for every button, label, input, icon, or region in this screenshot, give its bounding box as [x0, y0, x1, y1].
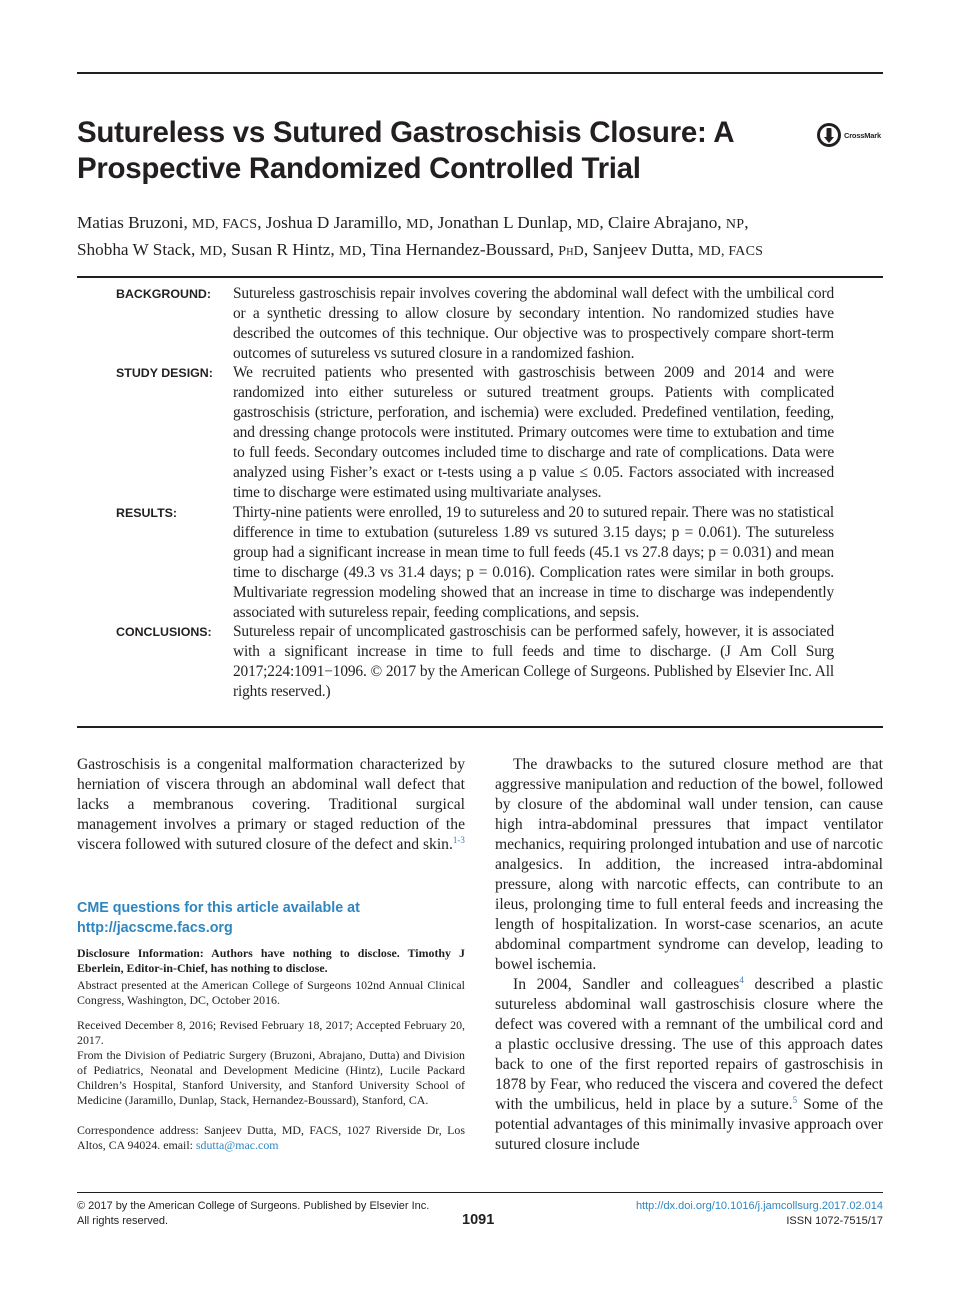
abstract-background: [116, 284, 834, 364]
paragraph-sandler: In 2004, Sandler and colleagues$^4$ described a plastic sutureless abdominal wall gastroschisis closure where the defect was covered with a remnant of the umbilical cord and a plastic occlusive dressing. The use of this approach dates back to one of the first reported repairs of gastroschisis in 1878 by Fear, who reduced the viscera and covered the defect with the umbilicus, held in place by a suture.$^5$ Some of the potential advantages of this minimally invasive approach over sutured closure include: [495, 974, 883, 1153]
results-label: RESULTS:: [116, 506, 178, 520]
citation-ref[interactable]: 1-3: [452, 834, 465, 845]
author: Susan R Hintz, MD: [231, 240, 362, 259]
doi-link[interactable]: http://dx.doi.org/10.1016/j.jamcollsurg.2017.02.014: [635, 1200, 883, 1212]
correspondence: Correspondence address: Sanjeev Dutta, MD, FACS, 1027 Riverside Dr, Los Altos, CA 94024. email: sdutta@mac.com: [77, 1123, 465, 1152]
cme-text: CME questions for this article available at: [77, 900, 360, 916]
cme-link[interactable]: http://jacscme.facs.org: [77, 920, 233, 936]
author: Shobha W Stack, MD: [77, 240, 223, 259]
paragraph-drawbacks: The drawbacks to the sutured closure method are that aggressive manipulation and reduction of the bowel, followed by closure of the abdominal wall under tension, can cause high intra-abdominal pressures that impact ventilator mechanics, requiring prolonged intubation and use of narcotic analgesics. In addition, the increased intra-abdominal pressure, along with narcotic effects, can contribute to an ileus, prolonging time to full enteral feeds and increasing the length of hospitalization. In worst-case scenarios, an acute abdominal compartment syndrome can develop, leading to bowel ischemia.: [495, 756, 883, 973]
author-list: [77, 210, 883, 264]
article-title: Sutureless vs Sutured Gastroschisis Closure: A Prospective Randomized Controlled Trial: [77, 116, 734, 185]
issn: ISSN 1072-7515/17: [786, 1215, 883, 1227]
crossmark-icon: [816, 122, 842, 148]
author: Matias Bruzoni, MD, FACS: [77, 213, 258, 232]
crossmark-label: CrossMark: [844, 130, 881, 140]
email-link[interactable]: sdutta@mac.com: [195, 1138, 279, 1152]
abstract-presented-note: Abstract presented at the American College of Surgeons 102nd Annual Clinical Congress, Washington, DC, October 2016.: [77, 978, 465, 1007]
results-text: Thirty-nine patients were enrolled, 19 to sutureless and 20 to sutured repair. There was no statistical difference in time to extubation (sutureless 1.89 vs sutured 3.15 days; p = 0.061). The sutureless group had a significant increase in mean time to full feeds (45.1 vs 27.8 days; p = 0.031) and mean time to discharge (49.3 vs 31.4 days; p = 0.016). Complication rates were similar in both groups. Multivariate regression modeling showed that an increase in time to discharge was independently associated with sutureless repair, feeding complications, and sepsis.: [233, 504, 834, 621]
crossmark-badge[interactable]: [816, 121, 881, 149]
study-design-text: We recruited patients who presented with gastroschisis between 2009 and 2014 and were randomized into either sutureless or sutured treatment groups. Patients with complicated gastroschisis (stricture, perforation, and ischemia) were excluded. Predefined ventilation, feeding, and dressing change protocols were instituted. Primary outcomes were time to extubation and time to full feeds. Secondary outcomes included time to discharge and rate of complications. Data were analyzed using Fisher’s exact or t-tests using a p value ≤ 0.05. Factors associated with increased time to discharge were estimated using multivariate analyses.: [233, 364, 834, 501]
footer-rule: [77, 1192, 883, 1193]
author-line-2: Shobha W Stack, MD, Susan R Hintz, MD, Tina Hernandez-Boussard, PhD, Sanjeev Dutta, MD, FACS: [77, 240, 764, 259]
cme-notice: [77, 898, 467, 938]
citation-ref[interactable]: 5: [792, 1094, 798, 1105]
footer-doi-issn: [636, 1199, 883, 1229]
right-column: [495, 755, 883, 1155]
abstract-conclusions: [116, 622, 834, 702]
affiliation: From the Division of Pediatric Surgery (Bruzoni, Abrajano, Dutta) and Division of Pediatrics, Neonatal and Development Medicine (Hintz), Lucile Packard Children’s Hospital, Stanford University, and Stanford University School of Medicine (Jaramillo, Dunlap, Stack, Hernandez-Boussard), Stanford, CA.: [77, 1048, 465, 1107]
abstract-bottom-rule: [77, 726, 883, 728]
background-label: BACKGROUND:: [116, 287, 211, 301]
author: Sanjeev Dutta, MD, FACS: [592, 240, 764, 259]
disclosure-info: Disclosure Information: Authors have nothing to disclose. Timothy J Eberlein, Editor-in-Chief, has nothing to disclose.: [77, 946, 465, 975]
intro-paragraph: Gastroschisis is a congenital malformation characterized by herniation of viscera through an abdominal wall defect that lacks a membranous covering. Traditional surgical management involves a primary or staged reduction of the viscera followed with sutured closure of the defect and skin.$^{1-3}$: [77, 756, 465, 853]
author: Claire Abrajano, NP: [608, 213, 745, 232]
background-text: Sutureless gastroschisis repair involves covering the abdominal wall defect with the umbilical cord or a synthetic dressing to allow closure by secondary intention. No randomized studies have described the outcomes of this technique. Our objective was to prospectively compare short-term outcomes of sutureless vs sutured closure in a randomized fashion.: [233, 285, 834, 362]
abstract-top-rule: [77, 276, 883, 278]
author: Joshua D Jaramillo, MD: [265, 213, 430, 232]
author: Jonathan L Dunlap, MD: [437, 213, 600, 232]
conclusions-text: Sutureless repair of uncomplicated gastroschisis can be performed safely, however, it is associated with a significant increase in time to full feeds and time to discharge. (J Am Coll Surg 2017;224:1091−1096. © 2017 by the American College of Surgeons. Published by Elsevier Inc. All rights reserved.): [233, 623, 834, 700]
author-line-1: Matias Bruzoni, MD, FACS, Joshua D Jaramillo, MD, Jonathan L Dunlap, MD, Claire Abrajano, NP,: [77, 213, 749, 232]
citation-ref[interactable]: 4: [739, 974, 744, 985]
abstract-results: [116, 503, 834, 623]
conclusions-label: CONCLUSIONS:: [116, 625, 212, 639]
author: Tina Hernandez-Boussard, PhD: [370, 240, 584, 259]
received-dates: Received December 8, 2016; Revised February 18, 2017; Accepted February 20, 2017.: [77, 1018, 465, 1047]
abstract-study-design: [116, 363, 834, 503]
page-number: 1091: [462, 1212, 495, 1228]
footer-copyright: © 2017 by the American College of Surgeons. Published by Elsevier Inc. All rights reserved.: [77, 1200, 430, 1227]
study-design-label: STUDY DESIGN:: [116, 366, 213, 380]
top-rule: [77, 72, 883, 74]
